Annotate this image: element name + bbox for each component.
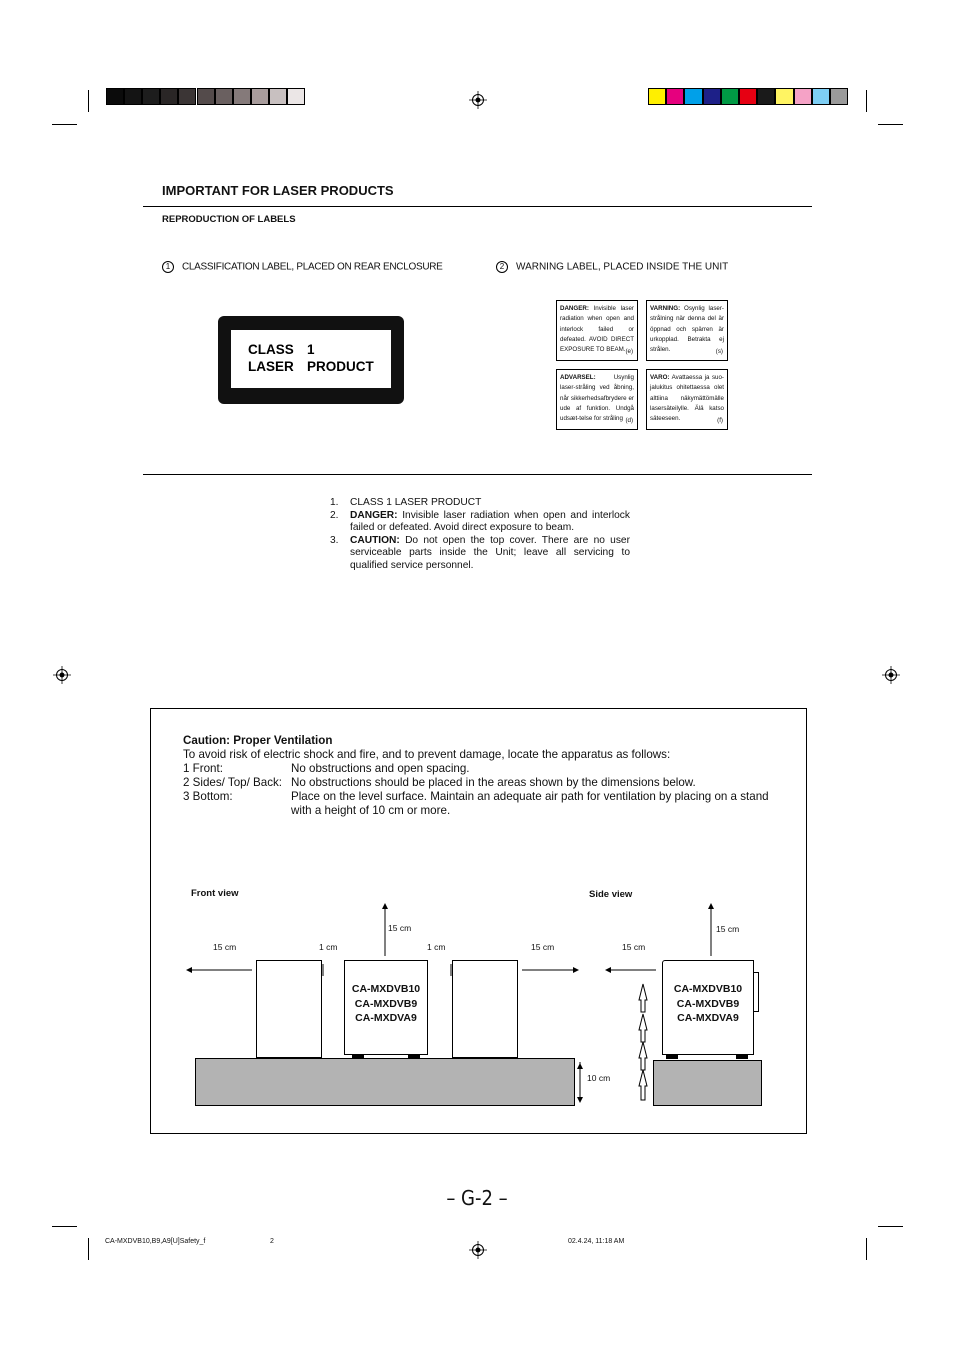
- class-word: CLASS: [248, 342, 294, 357]
- warning-label-advarsel: ADVARSEL: Usynlig laser-stråling ved åbning, når sikkerhedsafbrydere er ude af funktion. Undgå udsæt-telse for stråling (d): [556, 369, 638, 430]
- product-word: PRODUCT: [307, 359, 374, 374]
- section-heading: IMPORTANT FOR LASER PRODUCTS: [162, 183, 394, 198]
- classification-label-caption: 1 CLASSIFICATION LABEL, PLACED ON REAR ENCLOSURE: [162, 261, 443, 273]
- model-name: CA-MXDVB10: [351, 983, 421, 995]
- dimension-label: 10 cm: [587, 1073, 611, 1083]
- dimension-label: 15 cm: [213, 942, 237, 952]
- model-name: CA-MXDVB10: [673, 983, 743, 995]
- model-name: CA-MXDVA9: [677, 1012, 739, 1024]
- warning-label-caption: 2 WARNING LABEL, PLACED INSIDE THE UNIT: [496, 261, 728, 273]
- model-name: CA-MXDVB9: [676, 997, 740, 1010]
- dimension-label: 15 cm: [716, 924, 740, 934]
- ventilation-title: Caution: Proper Ventilation: [183, 734, 333, 747]
- footer-datetime: 02.4.24, 11:18 AM: [568, 1238, 625, 1245]
- model-name: CA-MXDVB9: [354, 997, 418, 1010]
- side-view-label: Side view: [589, 889, 633, 900]
- ventilation-intro: To avoid risk of electric shock and fire, and to prevent damage, locate the apparatus as follows:: [183, 748, 671, 761]
- ventilation-row-text: No obstructions and open spacing.: [291, 762, 470, 775]
- model-name: CA-MXDVA9: [355, 1012, 417, 1024]
- ventilation-row-label: 3 Bottom:: [183, 790, 233, 803]
- ventilation-row-label: 2 Sides/ Top/ Back:: [183, 776, 283, 789]
- footer-page: 2: [270, 1238, 274, 1245]
- language-code: (s): [715, 347, 723, 355]
- list-item: 3. CAUTION: Do not open the top cover. There are no user serviceable parts inside the Unit; leave all servicing to qualified service personnel.: [330, 534, 630, 571]
- dimension-label: 1 cm: [427, 942, 446, 952]
- front-view-label: Front view: [191, 888, 239, 899]
- section-subheading: REPRODUCTION OF LABELS: [162, 214, 296, 225]
- circled-number: 2: [496, 261, 508, 273]
- language-code: (e): [625, 347, 633, 355]
- list-item: 2. DANGER: Invisible laser radiation when open and interlock failed or defeated. Avoid direct exposure to beam.: [330, 509, 630, 533]
- warning-label-varning: VARNING: Osynlig laser-strålning när denna del är öppnad och spärren är urkopplad. Betrakta ej strålen. (s): [646, 300, 728, 361]
- ventilation-row-text: Place on the level surface. Maintain an adequate air path for ventilation by placing on a stand with a height of 10 cm or more.: [291, 790, 769, 817]
- ventilation-row-label: 1 Front:: [183, 762, 223, 775]
- list-item: 1. CLASS 1 LASER PRODUCT: [330, 497, 482, 508]
- language-code: (d): [625, 416, 633, 424]
- warning-label-varo: VARO: Avattaessa ja suo-jalukitus ohitettaessa olet alttiina näkymättömälle lasersäteilylle. Älä katso säteeseen. (f): [646, 369, 728, 430]
- warning-label-danger: DANGER: Invisible laser radiation when open and interlock failed or defeated. AVOID DIRECT EXPOSURE TO BEAM. (e): [556, 300, 638, 361]
- dimension-label: 15 cm: [388, 923, 412, 933]
- laser-word: LASER: [248, 359, 294, 374]
- circled-number: 1: [162, 261, 174, 273]
- ventilation-row-text: No obstructions should be placed in the areas shown by the dimensions below.: [291, 776, 696, 789]
- class-number: 1: [307, 342, 315, 357]
- dimension-label: 15 cm: [622, 942, 646, 952]
- dimension-label: 15 cm: [531, 942, 555, 952]
- airflow-arrows-icon: [639, 984, 647, 1100]
- dimension-label: 1 cm: [319, 942, 338, 952]
- page-number: – G-2 –: [446, 1186, 508, 1210]
- language-code: (f): [717, 416, 723, 424]
- footer-filename: CA-MXDVB10,B9,A9[U]Safety_f: [105, 1238, 206, 1245]
